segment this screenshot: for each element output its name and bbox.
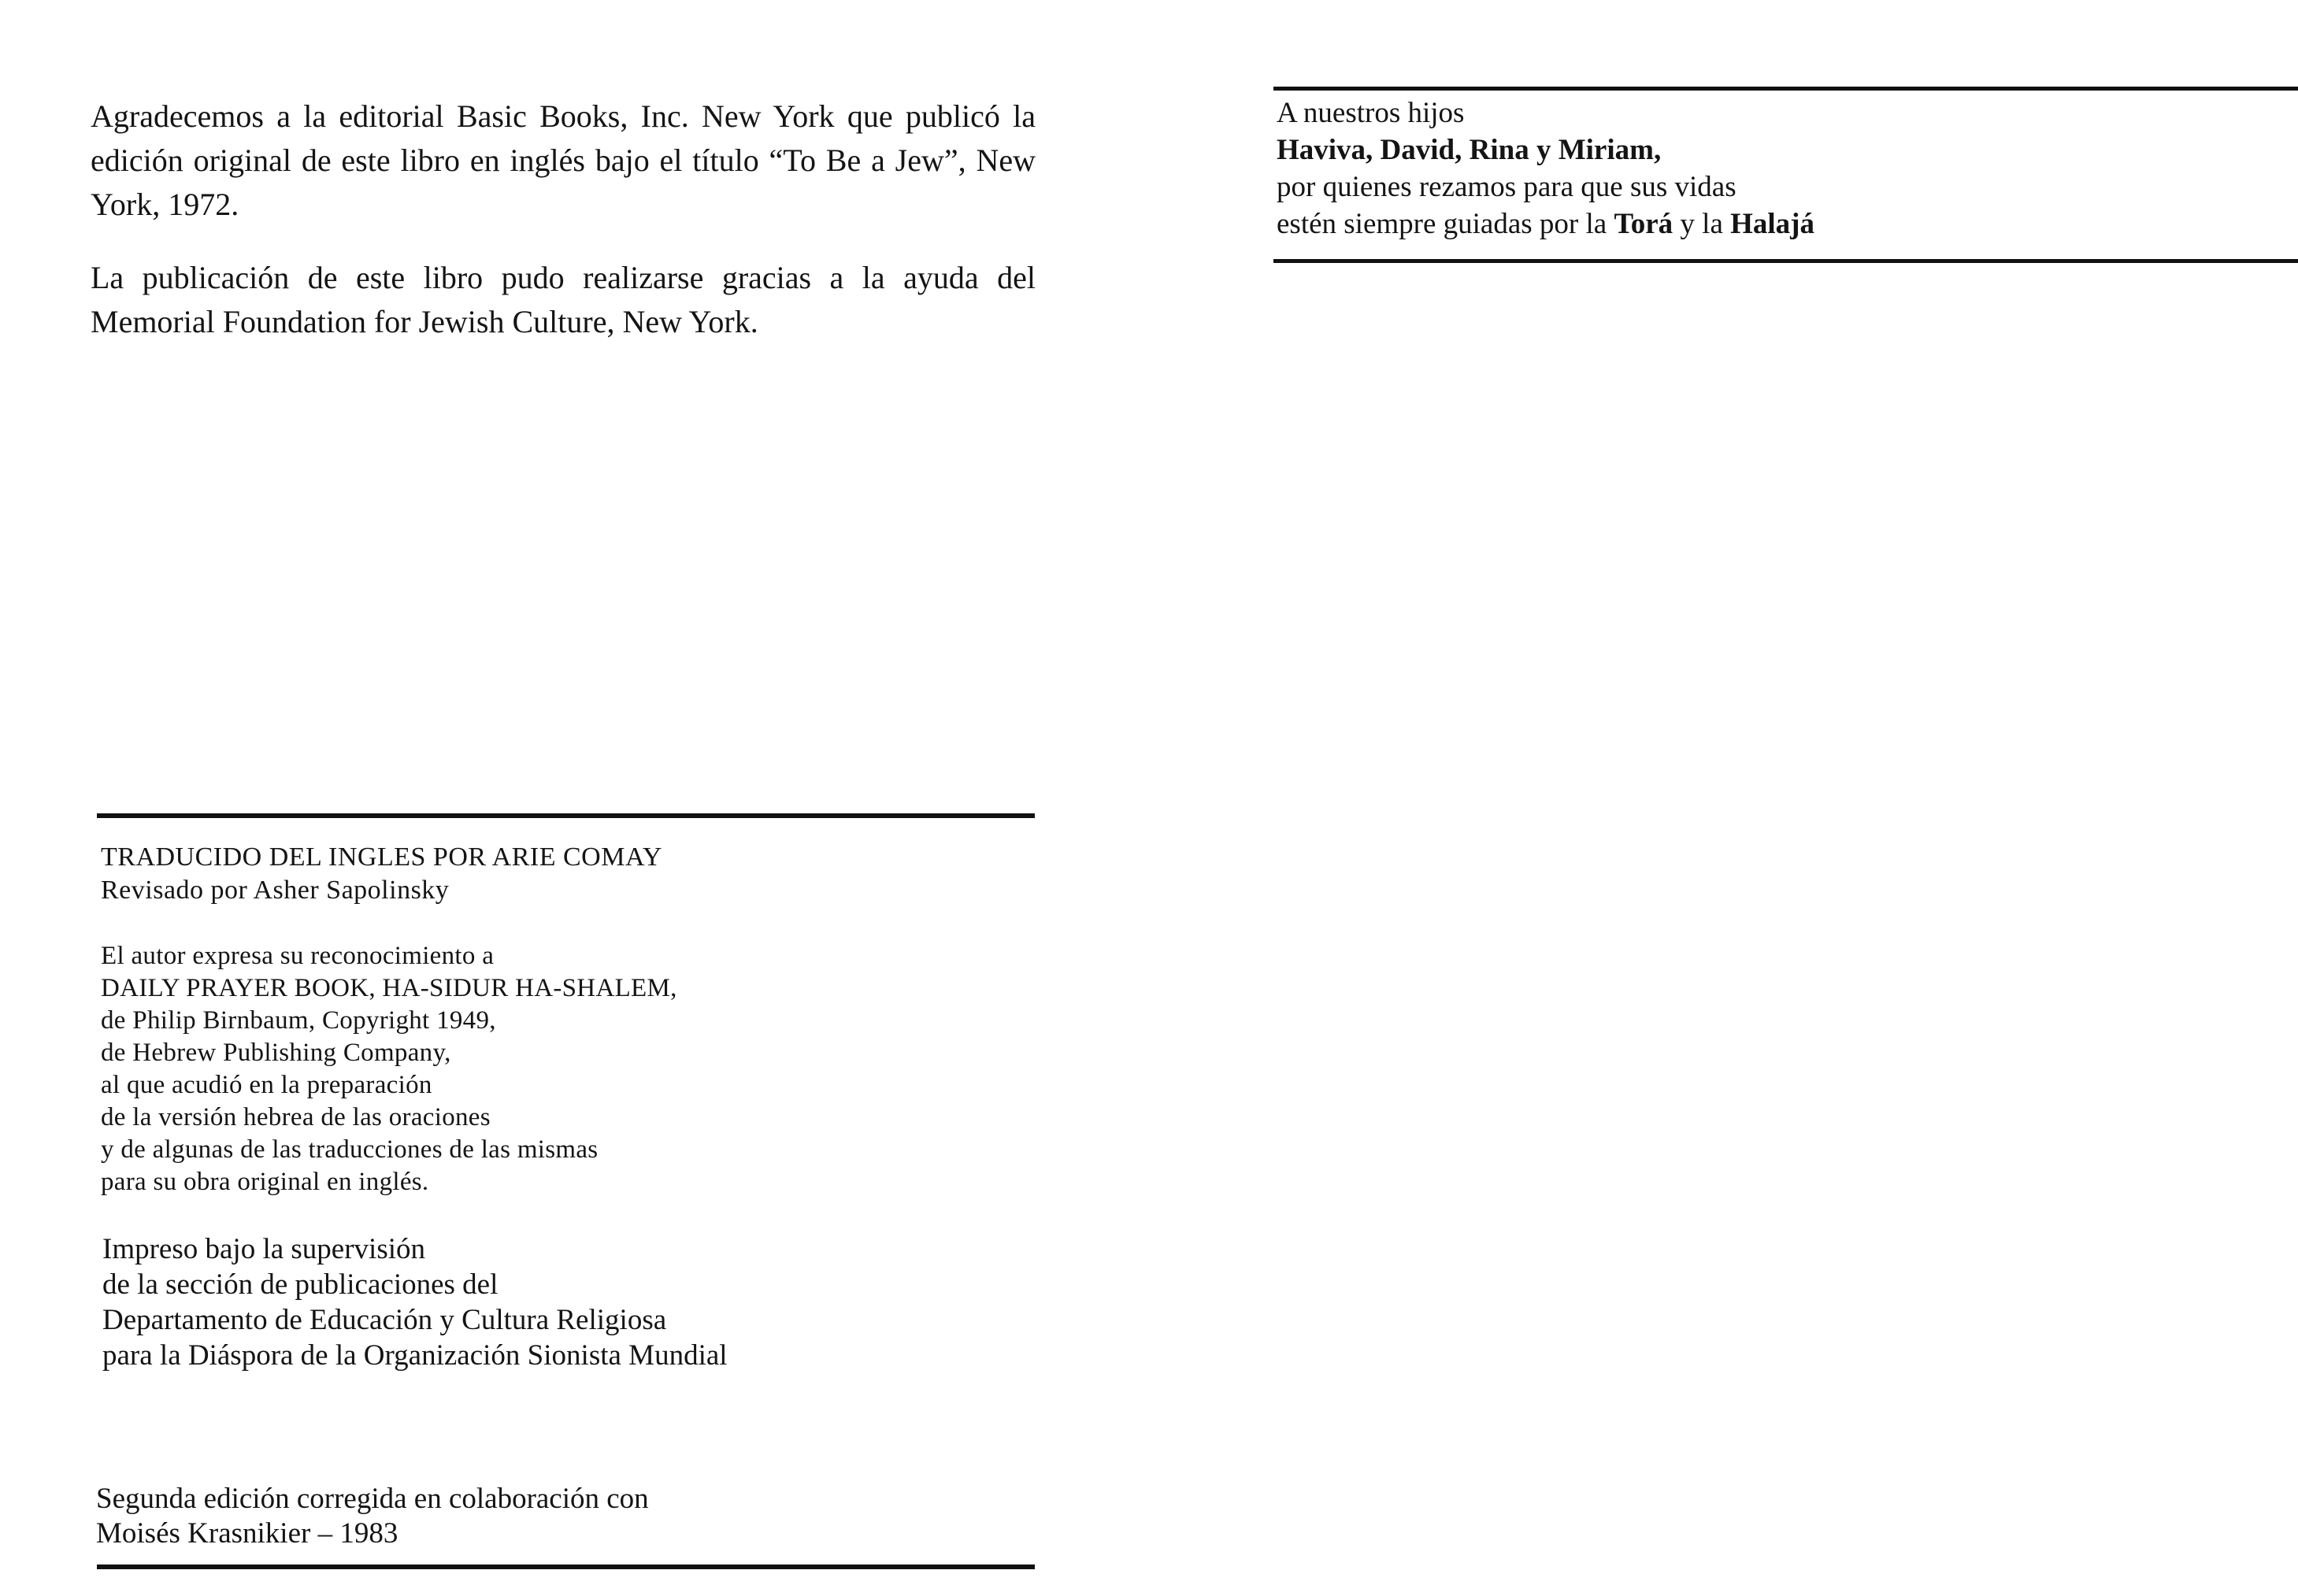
author-ack-line: de Hebrew Publishing Company, xyxy=(101,1039,451,1067)
author-acknowledgement xyxy=(101,940,677,1198)
edition-note-line: Moisés Krasnikier – 1983 xyxy=(96,1517,398,1550)
dedication-final-line xyxy=(1277,206,1814,243)
right-page xyxy=(1149,0,2298,1596)
reviser-line: Revisado por Asher Sapolinsky xyxy=(101,876,450,905)
dedication-bottom-rule xyxy=(1273,259,2298,263)
author-ack-line: para su obra original en inglés. xyxy=(101,1168,429,1196)
torah-word: Torá xyxy=(1614,208,1673,240)
dedication-top-rule xyxy=(1273,87,2298,91)
dedication-names: Haviva, David, Rina y Miriam, xyxy=(1277,134,1662,166)
credits-bottom-rule xyxy=(97,1565,1035,1569)
funding-paragraph: La publicación de este libro pudo realizarse gracias a la ayuda del Memorial Foundation for Jewish Culture, New York. xyxy=(91,260,1036,339)
author-ack-line: de la versión hebrea de las oraciones xyxy=(101,1103,491,1131)
printing-note xyxy=(102,1231,728,1373)
dedication-line-mid: y la xyxy=(1673,208,1731,240)
dedication xyxy=(1277,94,1814,243)
author-ack-line: DAILY PRAYER BOOK, HA-SIDUR HA-SHALEM, xyxy=(101,974,677,1002)
edition-note xyxy=(96,1482,649,1551)
dedication-line: por quienes rezamos para que sus vidas xyxy=(1277,171,1736,203)
translator-line: TRADUCIDO DEL INGLES POR ARIE COMAY xyxy=(101,842,662,872)
printing-note-line: de la sección de publicaciones del xyxy=(102,1268,499,1301)
edition-note-line: Segunda edición corregida en colaboración con xyxy=(96,1483,649,1515)
credits-top-rule xyxy=(97,813,1035,818)
acknowledgement-paragraph: Agradecemos a la editorial Basic Books, Inc. New York que publicó la edición original de este libro en inglés bajo el título “To Be a Jew”, New York, 1972. xyxy=(91,98,1036,222)
author-ack-line: y de algunas de las traducciones de las mismas xyxy=(101,1135,599,1164)
printing-note-line: para la Diáspora de la Organización Sionista Mundial xyxy=(102,1339,728,1372)
printing-note-line: Impreso bajo la supervisión xyxy=(102,1233,425,1265)
halacha-word: Halajá xyxy=(1730,208,1815,240)
author-ack-line: de Philip Birnbaum, Copyright 1949, xyxy=(101,1006,496,1035)
translation-credits xyxy=(101,841,662,907)
dedication-line-prefix: estén siempre guiadas por la xyxy=(1277,208,1614,240)
author-ack-line: al que acudió en la preparación xyxy=(101,1071,432,1099)
dedication-line: A nuestros hijos xyxy=(1277,97,1465,129)
author-ack-line: El autor expresa su reconocimiento a xyxy=(101,942,495,970)
printing-note-line: Departamento de Educación y Cultura Religiosa xyxy=(102,1304,667,1336)
